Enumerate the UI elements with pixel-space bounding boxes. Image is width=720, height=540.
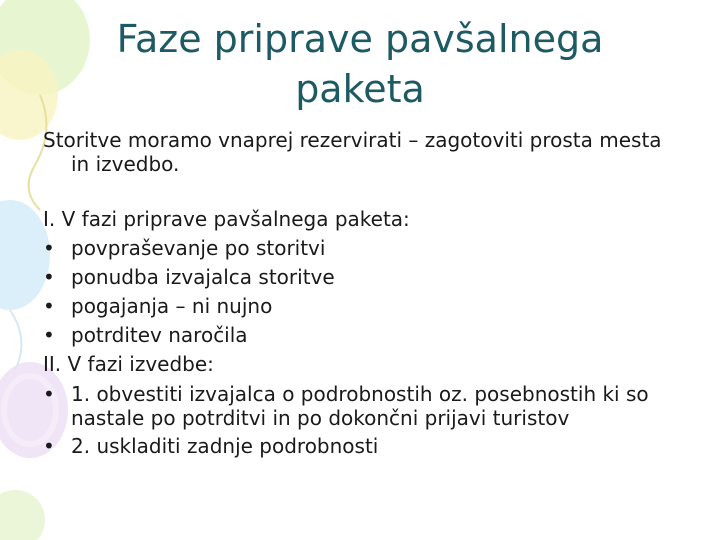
bullet-icon: •	[43, 323, 55, 347]
balloon-string-mid	[10, 310, 21, 370]
list-item	[43, 263, 683, 292]
slide-title-line-1: Faze priprave pavšalnega	[116, 17, 604, 61]
balloon-green-bottom	[0, 490, 45, 540]
list-item	[43, 432, 683, 461]
bullet-icon: •	[43, 294, 55, 318]
list-item-text: ponudba izvajalca storitve	[71, 265, 335, 289]
list-item-text: pogajanja – ni nujno	[71, 294, 273, 318]
slide-title	[40, 14, 680, 114]
section-2-label: II. V fazi izvedbe:	[43, 352, 214, 376]
list-item	[43, 321, 683, 350]
slide-body	[43, 128, 683, 461]
intro-paragraph: Storitve moramo vnaprej rezervirati – zagotoviti prosta mesta in izvedbo.	[43, 128, 662, 176]
list-item-text: 1. obvestiti izvajalca o podrobnostih oz. posebnostih ki so nastale po potrditvi in po dokončni prijavi turistov	[71, 382, 649, 430]
section-1-label: I. V fazi priprave pavšalnega paketa:	[43, 207, 410, 231]
bullet-icon: •	[43, 382, 55, 406]
list-item	[43, 292, 683, 321]
list-item	[43, 382, 683, 430]
list-item-text: potrditev naročila	[71, 323, 248, 347]
slide-title-line-2: paketa	[295, 67, 425, 111]
list-item-text: 2. uskladiti zadnje podrobnosti	[71, 434, 379, 458]
bullet-icon: •	[43, 236, 55, 260]
spacer	[43, 176, 683, 205]
bullet-icon: •	[43, 265, 55, 289]
list-item	[43, 234, 683, 263]
bullet-icon: •	[43, 434, 55, 458]
list-item-text: povpraševanje po storitvi	[71, 236, 326, 260]
